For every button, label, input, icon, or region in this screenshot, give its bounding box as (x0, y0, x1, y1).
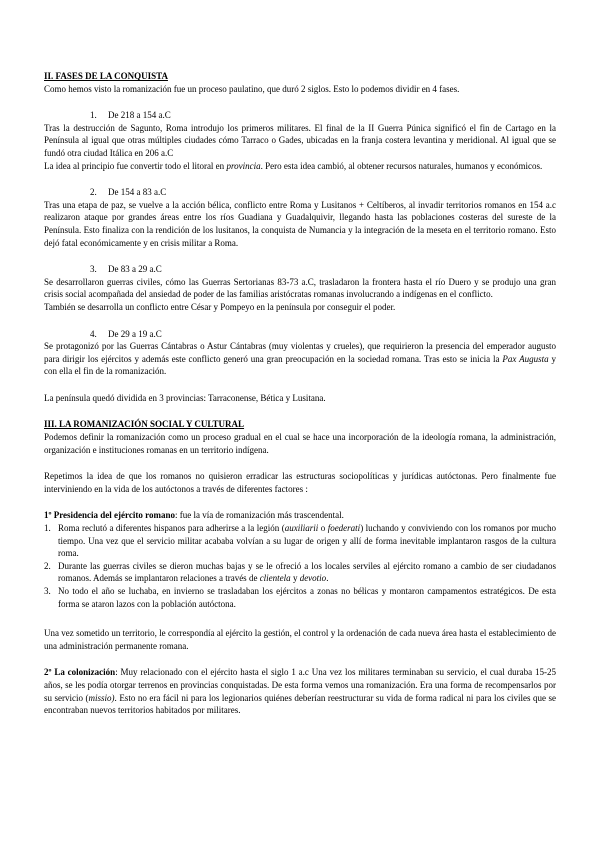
phase-1-paragraph-2: La idea al principio fue convertir todo el litoral en provincia. Pero esta idea cambió, al obtener recursos naturales, humanos y económicos. (44, 160, 543, 171)
phase-3-paragraph-2: También se desarrolla un conflicto entre César y Pompeyo en la península por conseguir el poder. (44, 301, 396, 312)
romanizacion-intro: Podemos definir la romanización como un proceso gradual en el cual se hace una incorporación de la ideología romana, la administración, organización e instituciones romanas en un territorio indígena. (44, 432, 556, 455)
phase-heading-4 (90, 328, 556, 341)
section-title-fases: II. FASES DE LA CONQUISTA (44, 71, 168, 81)
list-item: 2. Durante las guerras civiles se dieron muchas bajas y se le ofreció a los locales serviles al ejército romano a cambio de ser ciudadanos romanos. Además se implantaron relaciones a través de clientela y devotio. (44, 560, 556, 584)
phase-heading-3 (90, 263, 556, 276)
phase-dates: De 218 a 154 a.C (108, 110, 171, 121)
territory-paragraph: Una vez sometido un territorio, le correspondía al ejército la gestión, el control y la ordenación de cada nueva área hasta el establecimiento de una administración permanente romana. (44, 628, 556, 651)
phase-heading-1 (90, 109, 556, 122)
phase-number: 2. (90, 187, 97, 198)
phase-3-paragraph: Se desarrollaron guerras civiles, cómo las Guerras Sertorianas 83-73 a.C, trasladaron la frontera hasta el río Duero y se produjo una gran crisis social acompañada del ansiedad de poder de las familias aristócratas romanas involucrando a indígenas en el conflicto. (44, 276, 556, 300)
provinces-closing: La península quedó dividida en 3 provincias: Tarraconense, Bética y Lusitana. (44, 392, 326, 403)
phase-number: 3. (90, 264, 97, 275)
section-title-romanizacion: III. LA ROMANIZACIÓN SOCIAL Y CULTURAL (44, 419, 245, 430)
factor-2-paragraph: 2º La colonización: Muy relacionado con el ejército hasta el siglo 1 a.c Una vez los militares terminaban su servicio, el cual duraba 15-25 años, se les podía otorgar terrenos en provincias conquistadas. De esta forma vemos una romanización. Era una forma de recompensarlos por su servicio (missio). Esto no era fácil ni para los legionarios quiénes deberían reestructurar su vida de forma radical ni para los civiles que se encontraban nuevos territorios habitados por militares. (44, 667, 556, 716)
fases-intro: Como hemos visto la romanización fue un proceso paulatino, que duró 2 siglos. Esto lo podemos dividir en 4 fases. (44, 83, 460, 94)
factor-1-list (44, 522, 556, 610)
phase-4-paragraph: Se protagonizó por las Guerras Cántabras o Astur Cántabras (muy violentas y crueles), que requirieron la presencia del emperador augusto para dirigir los ejércitos y además este conflicto generó una gran preocupación en la sociedad romana. Tras esto se inicia la Pax Augusta y con ella el fin de la romanización. (44, 341, 556, 377)
phase-dates: De 154 a 83 a.C (108, 187, 167, 198)
phase-number: 4. (90, 328, 97, 339)
phase-2-paragraph: Tras una etapa de paz, se vuelve a la acción bélica, conflicto entre Roma y Lusitanos + Celtíberos, al invadir territorios romanos en 154 a.c realizaron ataque por grandes áreas entre los ríos Guadiana y Guadalquivir, llegando hasta las poblaciones costeras del sureste de la Península. Esto finaliza con la rendición de los lusitanos, la conquista de Numancia y la integración de la meseta en el territorio romano. Esto dejó fatal económicamente y en crisis militar a Roma. (44, 199, 556, 248)
phase-heading-2 (90, 186, 556, 199)
phase-number: 1. (90, 110, 97, 121)
phase-dates: De 83 a 29 a.C (108, 264, 162, 275)
romanizacion-para-2: Repetimos la idea de que los romanos no quisieron erradicar las estructuras sociopolíticas y jurídicas autóctonas. Pero finalmente fue interviniendo en la vida de los autóctonos a través de diferentes factores : (44, 471, 556, 494)
factor-1-heading: 1º Presidencia del ejército romano: fue la vía de romanización más trascendental. (44, 510, 344, 521)
list-item: 3. No todo el año se luchaba, en invierno se trasladaban los ejércitos a zonas no bélicas y montaron campamentos estratégicos. De esta forma se ataron lazos con la población autóctona. (44, 586, 556, 609)
phase-dates: De 29 a 19 a.C (108, 328, 162, 339)
list-item: 1. Roma reclutó a diferentes hispanos para adherirse a la legión (auxiliarii o foederati) luchando y conviviendo con los romanos por mucho tiempo. Una vez que el servicio militar acababa volvían a su lugar de origen y allí de forma inevitable implantaron rasgos de la cultura roma. (44, 523, 556, 559)
phase-1-paragraph: Tras la destrucción de Sagunto, Roma introdujo los primeros militares. El final de la II Guerra Púnica significó el fin de Cartago en la Península al igual que otras múltiples ciudades cómo Tarraco o Gades, ubicadas en la franja costera levantina y meridional. Al igual que se fundó otra ciudad Itálica en 206 a.C (44, 122, 556, 158)
